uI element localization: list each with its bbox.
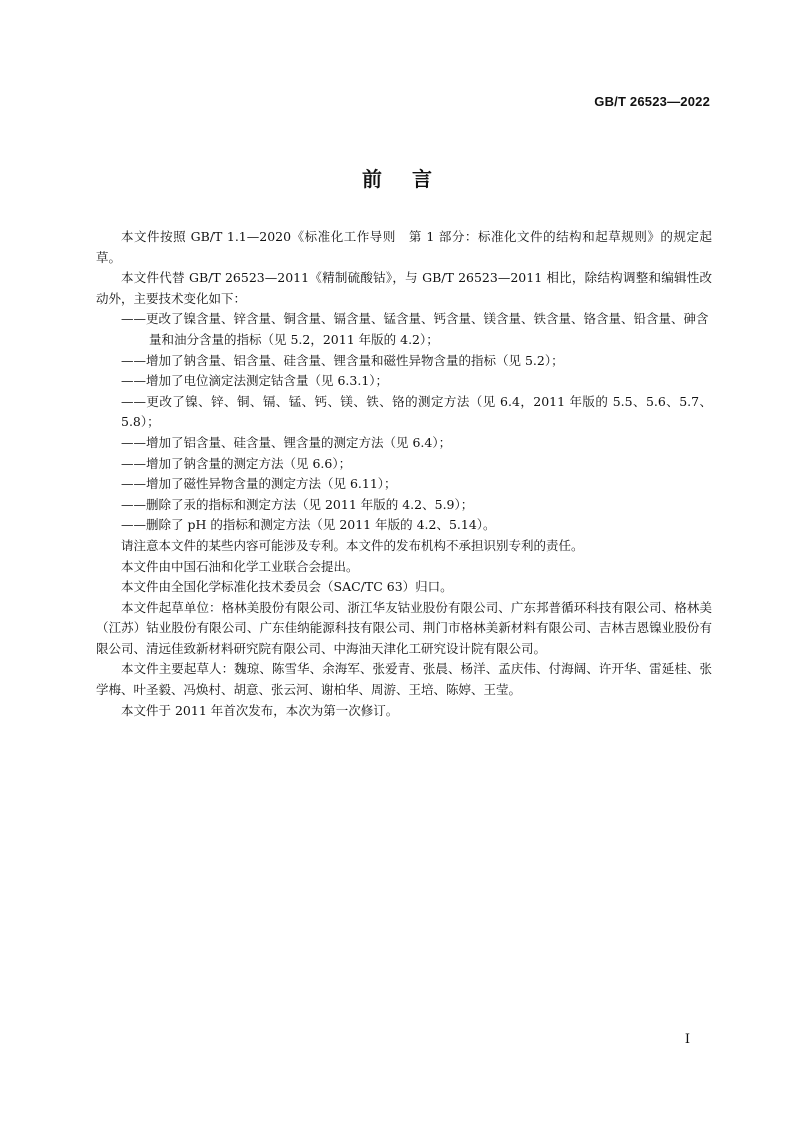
paragraph-history: 本文件于 2011 年首次发布，本次为第一次修订。 (121, 702, 399, 718)
change-item: ——增加了电位滴定法测定钴含量（见 6.3.1）； (121, 373, 389, 389)
paragraph-drafting-units: 本文件起草单位：格林美股份有限公司、浙江华友钴业股份有限公司、广东邦普循环科技有限公司、格林美（江苏）钴业股份有限公司、广东佳纳能源科技有限公司、荆门市格林美新材料有限公司、吉林吉恩镍业股份有限公司、清远佳致新材料研究院有限公司、中海油天津化工研究设计院有限公司。 (96, 599, 712, 656)
change-item-continuation: 量和油分含量的指标（见 5.2，2011 年版的 4.2）； (149, 331, 439, 347)
change-item: ——删除了汞的指标和测定方法（见 2011 年版的 4.2、5.9）； (121, 496, 474, 512)
paragraph-proposer: 本文件由中国石油和化学工业联合会提出。 (121, 558, 359, 574)
standard-code: GB/T 26523—2022 (594, 94, 710, 109)
page-title: 前言 (362, 167, 462, 191)
paragraph-committee: 本文件由全国化学标准化技术委员会（SAC/TC 63）归口。 (121, 579, 453, 595)
change-item: ——增加了磁性异物含量的测定方法（见 6.11）； (121, 476, 397, 492)
page-number: I (684, 1032, 690, 1047)
foreword-body (96, 227, 712, 721)
change-item: ——增加了铝含量、硅含量、锂含量的测定方法（见 6.4）； (121, 434, 452, 450)
paragraph-replacement: 本文件代替 GB/T 26523—2011《精制硫酸钴》，与 GB/T 26523—2011 相比，除结构调整和编辑性改动外，主要技术变化如下： (96, 270, 712, 306)
change-item: ——删除了 pH 的指标和测定方法（见 2011 年版的 4.2、5.14）。 (121, 517, 496, 533)
change-list (96, 309, 712, 536)
paragraph-patent-notice: 请注意本文件的某些内容可能涉及专利。本文件的发布机构不承担识别专利的责任。 (121, 537, 584, 553)
paragraph-drafters: 本文件主要起草人：魏琼、陈雪华、余海军、张爱青、张晨、杨洋、孟庆伟、付海阔、许开华、雷延桂、张学梅、叶圣毅、冯焕村、胡意、张云河、谢柏华、周游、王培、陈婷、王莹。 (96, 661, 712, 698)
paragraph-drafting-rules: 本文件按照 GB/T 1.1—2020《标准化工作导则 第 1 部分：标准化文件的结构和起草规则》的规定起草。 (96, 229, 712, 265)
change-item: ——增加了钠含量、铝含量、硅含量、锂含量和磁性异物含量的指标（见 5.2）； (121, 352, 564, 368)
change-item: ——更改了镍含量、锌含量、铜含量、镉含量、锰含量、钙含量、镁含量、铁含量、铬含量、铅含量、砷含 (121, 311, 709, 327)
change-item: ——增加了钠含量的测定方法（见 6.6）； (121, 455, 352, 471)
change-item: ——更改了镍、锌、铜、镉、锰、钙、镁、铁、铬的测定方法（见 6.4，2011 年版的 5.5、5.6、5.7、5.8）； (121, 393, 712, 430)
